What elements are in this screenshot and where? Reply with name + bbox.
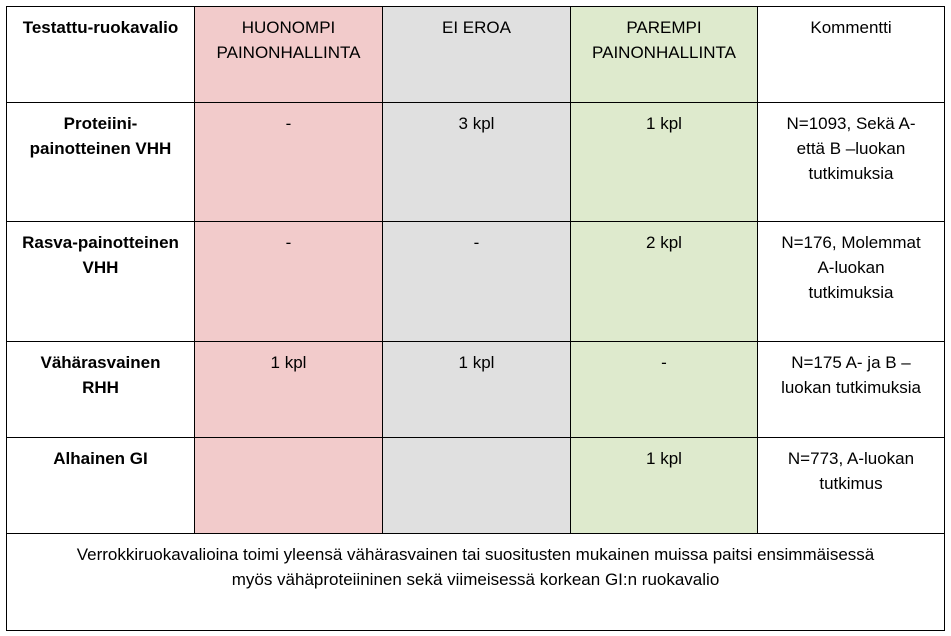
header-worse-line: PAINONHALLINTA (216, 43, 361, 62)
row-better-cell: - (571, 342, 758, 438)
row-same-cell: - (383, 222, 571, 342)
header-better (571, 7, 758, 103)
row-diet (7, 342, 195, 438)
header-same-line: EI EROA (442, 18, 511, 37)
row-diet (7, 222, 195, 342)
row-worse-cell: - (195, 222, 383, 342)
row-same-cell: 3 kpl (383, 103, 571, 222)
row-comment-line: luokan tutkimuksia (781, 378, 921, 397)
table-row (7, 342, 945, 438)
header-worse-line: HUONOMPI (241, 18, 336, 37)
row-comment-line: N=773, A-luokan (787, 449, 915, 468)
row-diet-line: RHH (82, 378, 119, 397)
footer-note-line: myös vähäproteiininen sekä viimeisessä korkean GI:n ruokavalio (231, 570, 720, 589)
header-diet (7, 7, 195, 103)
row-comment (758, 438, 945, 534)
row-diet-line: Proteiini- (63, 114, 138, 133)
header-worse (195, 7, 383, 103)
row-diet-line: Rasva-painotteinen (22, 233, 179, 252)
row-diet-line: VHH (82, 258, 119, 277)
row-worse-cell (195, 438, 383, 534)
header-better-line: PAINONHALLINTA (592, 43, 736, 62)
row-diet-line: Alhainen GI (53, 449, 148, 468)
row-comment (758, 342, 945, 438)
header-better-line: PAREMPI (626, 18, 702, 37)
results-table-container (6, 6, 944, 630)
row-comment-line: N=1093, Sekä A- (786, 114, 916, 133)
row-worse-cell: - (195, 103, 383, 222)
row-comment-line: N=176, Molemmat (781, 233, 921, 252)
row-same-cell: 1 kpl (383, 342, 571, 438)
row-better-cell: 1 kpl (571, 103, 758, 222)
row-diet-line: Vähärasvainen (40, 353, 161, 372)
row-worse-cell: 1 kpl (195, 342, 383, 438)
row-better-cell: 2 kpl (571, 222, 758, 342)
results-table (6, 6, 945, 631)
row-comment-line: tutkimuksia (808, 164, 894, 183)
table-row (7, 103, 945, 222)
header-comment (758, 7, 945, 103)
footer-note (7, 534, 945, 631)
row-comment (758, 103, 945, 222)
header-diet-line: Testattu-ruokavalio (22, 18, 179, 37)
row-comment (758, 222, 945, 342)
table-row (7, 438, 945, 534)
table-header-row (7, 7, 945, 103)
row-same-cell (383, 438, 571, 534)
row-diet-line: painotteinen VHH (29, 139, 172, 158)
row-comment-line: A-luokan (817, 258, 885, 277)
header-same (383, 7, 571, 103)
table-row (7, 222, 945, 342)
row-comment-line: että B –luokan (796, 139, 906, 158)
row-diet (7, 103, 195, 222)
row-comment-line: tutkimuksia (808, 283, 894, 302)
footer-note-line: Verrokkiruokavalioina toimi yleensä vähärasvainen tai suositusten mukainen muissa paitsi ensimmäisessä (76, 545, 875, 564)
row-comment-line: tutkimus (819, 474, 883, 493)
row-better-cell: 1 kpl (571, 438, 758, 534)
row-comment-line: N=175 A- ja B – (791, 353, 911, 372)
row-diet (7, 438, 195, 534)
header-comment-line: Kommentti (810, 18, 892, 37)
table-footer-row (7, 534, 945, 631)
